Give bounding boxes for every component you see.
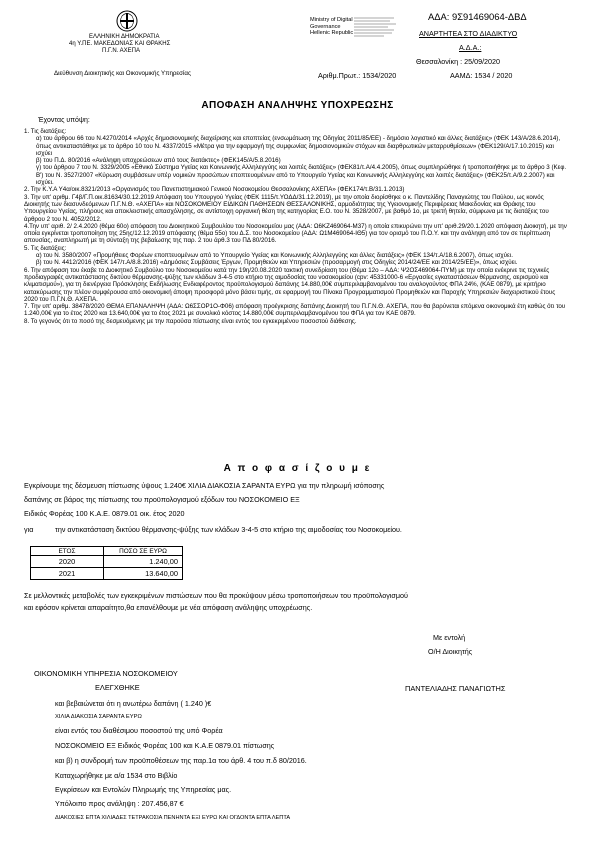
financial-line: Εγκρίσεων και Εντολών Πληρωμής της Υπηρεσίας μας. — [55, 785, 232, 794]
decision-line: Εγκρίνουμε της δέσμευση πίστωσης ύψους 1.240€ ΧΙΛΙΑ ΔΙΑΚΟΣΙΑ ΣΑΡΑΝΤΑ ΕΥΡΩ για την πληρωμή ισόποσης — [24, 481, 385, 490]
financial-service-title: ΟΙΚΟΝΟΜΙΚΗ ΥΠΗΡΕΣΙΑ ΝΟΣΟΚΟΜΕΙΟΥ — [34, 669, 178, 678]
consideration-item: β) του Ν. 4412/2016 (ΦΕΚ 147/τ.Α/8.8.2016) «Δημόσιες Συμβάσεις Έργων, Προμηθειών και Υπηρεσιών (προσαρμογή στις Οδηγίες 2014/24/ΕΕ και 2014/25/ΕΕ)», όπως ισχύει. — [36, 259, 518, 267]
consideration-item: β) του Π.Δ. 80/2016 «Ανάληψη υποχρεώσεων από τους διατάκτες» (ΦΕΚ145/Α/5.8.2016) — [36, 157, 281, 165]
financial-line: ΔΙΑΚΟΣΙΕΣ ΕΠΤΑ ΧΙΛΙΑΔΕΣ ΤΕΤΡΑΚΟΣΙΑ ΠΕΝΗΝΤΑ ΕΞΙ ΕΥΡΩ ΚΑΙ ΟΓΔΟΝΤΑ ΕΠΤΑ ΛΕΠΤΑ — [55, 815, 291, 821]
purpose-prefix: για — [24, 525, 34, 534]
consideration-item: 5. Τις διατάξεις: — [24, 244, 67, 252]
consideration-item: 4.Την υπ' αριθ. 2/ 2.4.2020 (θέμα 60ο) απόφαση του Διοικητικού Συμβουλίου του Νοσοκομείου μας (ΑΔΑ: Ω6ΚΖ469064-Μ37) η οποία επικυρώνει την υπ' αριθ.29/20.1.2020 απόφαση Διοικητή, με την οποία εγκρίνεται τροποποίηση της 25ης/12.12.2019 απόφασης (θέμα 55ο) του Δ.Σ. του Νοσοκομείου (ΑΔΑ: Ω1Μ469064-ΙΘ5) για τον ορισμό του Π.Ο.Υ. και την ανάληψη από τον σε περίπτωση απουσίας, αναπληρωτή με τη σύνταξη της βεβαίωσης της παρ. 2 του άρθ.3 του ΠΔ 80/2016. — [24, 222, 567, 245]
consideration-item: 2. Την Κ.Υ.Α Υ4α/οικ.8321/2013 «Οργανισμός του Πανεπιστημιακού Γενικού Νοσοκομείου Θεσσαλονίκης ΑΧΕΠΑ» (ΦΕΚ174/τ.Β/31.1.2013) — [24, 186, 405, 194]
having-regard: Έχοντας υπόψη: — [38, 117, 90, 124]
table-row — [31, 568, 183, 580]
stamp-line: Ministry of Digital — [310, 17, 353, 23]
signature-scribble — [354, 15, 398, 45]
future-changes-line: και εφόσον κρίνεται απαραίτητο,θα επανέλθουμε με νέα απόφαση ανάληψης υποχρέωσης. — [24, 603, 313, 612]
on-order: Με εντολή — [433, 633, 466, 642]
aamd-number: ΑΑΜΔ: 1534 / 2020 — [450, 71, 513, 80]
decide-heading: Α π ο φ α σ ί ζ ο υ μ ε — [223, 463, 372, 474]
coat-of-arms-icon — [116, 10, 138, 32]
page-title: ΑΠΟΦΑΣΗ ΑΝΑΛΗΨΗΣ ΥΠΟΧΡΕΩΣΗΣ — [201, 100, 394, 111]
consideration-item: 3. Την υπ' αριθμ. Γ4β/Γ.Π.οικ.81634/30.12.2019 Απόφαση του Υπουργού Υγείας (ΦΕΚ 1115/τ.ΥΟΔΔ/31.12.2019), με την οποία διορίσθηκε ο κ. Παντελίδης Παναγιώτης του Παύλου, ως κοινός Διοικητής των διασυνδεόμενων Π.Γ.Ν.Θ. «ΑΧΕΠΑ» και ΝΟΣΟΚΟΜΕΙΟΥ ΕΙΔΙΚΩΝ ΠΑΘΗΣΕΩΝ ΘΕΣΣΑΛΟΝΙΚΗΣ, αρμοδιότητας της Υγειονομικής Περιφέρειας Μακεδονίας και Θράκης του Υπουργείου Υγείας, πλήρους και αποκλειστικής απασχόλησης, σε αντίστοιχη οργανική θέση της κατηγορίας Ε.Ο. του Ν. 3528/2007, με βαθμό 1ο, με τριετή θητεία, σύμφωνα με τις διατάξεις του άρθρου 2 του Ν. 4052/2012. — [24, 193, 549, 223]
cell-amount: 1.240,00 — [104, 556, 183, 568]
financial-line: ΝΟΣΟΚΟΜΕΙΟ ΕΞ Ειδικός Φορέας 100 και Κ.Α.Ε 0879.01 πίστωσης — [55, 741, 275, 750]
posted-online: ΑΝΑΡΤΗΤΕΑ ΣΤΟ ΔΙΑΔΙΚΤΥΟ — [419, 29, 518, 38]
decision-line: Ειδικός Φορέας 100 Κ.Α.Ε. 0879.01 οικ. έτος 2020 — [24, 509, 185, 518]
considerations — [24, 128, 569, 325]
republic-line1: ΕΛΛΗΝΙΚΗ ΔΗΜΟΚΡΑΤΙΑ — [89, 34, 160, 40]
consideration-item: γ) του άρθρου 7 του Ν. 3329/2005 «Εθνικό Σύστημα Υγείας και Κοινωνικής Αλληλεγγύης και λοιπές διατάξεις» (ΦΕΚ81/τ.Α/4.4.2005), όπως συμπληρώθηκε ή τροποποιήθηκε με το άρθρο 3 (Κεφ. Β') του Ν. 3527/2007 «Κύρωση συμβάσεων υπέρ νομικών προσώπων εποπτευομένων από το Υπουργείο Υγείας και Κοινωνικής Αλληλεγγύης και λοιπές διατάξεις» (ΦΕΚ25/τ.Α/9.2.2007) και ισχύει. — [36, 164, 567, 187]
ada-label: Α.Δ.Α.: — [459, 43, 482, 52]
signatory-name: ΠΑΝΤΕΛΙΑΔΗΣ ΠΑΝΑΓΙΩΤΗΣ — [405, 684, 506, 693]
republic-line2: 4η Υ.ΠΕ. ΜΑΚΕΔΟΝΙΑΣ ΚΑΙ ΘΡΑΚΗΣ — [69, 41, 171, 47]
protocol-number: Αριθμ.Πρωτ.: 1534/2020 — [318, 71, 397, 80]
future-changes-line: Σε μελλοντικές μεταβολές των εγκεκριμένων πιστώσεων που θα προκύψουν μέσω τροποποιήσεων του προϋπολογισμού — [24, 591, 408, 600]
checked-label: ΕΛΕΓΧΘΗΚΕ — [95, 683, 140, 692]
header-year: ΕΤΟΣ — [31, 547, 104, 556]
financial-line: και β) η συνδρομή των προϋποθέσεων της παρ.1α του άρθ. 4 του π.δ 80/2016. — [55, 756, 307, 765]
ada-number: ΑΔΑ: 9Σ91469064-ΔΒΔ — [428, 11, 527, 22]
header-amount: ΠΟΣΟ ΣΕ ΕΥΡΩ — [104, 547, 183, 556]
financial-line: ΧΙΛΙΑ ΔΙΑΚΟΣΙΑ ΣΑΡΑΝΤΑ ΕΥΡΩ — [55, 714, 142, 720]
table-header-row — [31, 547, 183, 556]
place-date: Θεσσαλονίκη : 25/09/2020 — [416, 57, 501, 66]
financial-line: είναι εντός του διαθέσιμου ποσοστού της υπό Φορέα — [55, 726, 223, 735]
republic-line3: Π.Γ.Ν. ΑΧΕΠΑ — [102, 48, 140, 54]
cell-amount: 13.640,00 — [104, 568, 183, 580]
purpose-text: την αντικατάσταση δικτύου θέρμανσης-ψύξης των κλάδων 3-4-5 στο κτήριο της αιμοδοσίας του Νοσοκομείου. — [55, 525, 402, 534]
cell-year: 2021 — [31, 568, 104, 580]
financial-line: Καταχωρήθηκε με α/α 1534 στο Βιβλίο — [55, 771, 178, 780]
consideration-item: 6. Την απόφαση του έκαβε το Διοικητικό Συμβούλιο του Νοσοκομείου κατά την 19η/20.08.2020 τακτική συνεδρίαση του (Θέμα 12ο – ΑΔΑ: Ψ2ΟΣ469064-ΠΥΜ) με την οποία ενέκρινε τις τεχνικές προδιαγραφές αντικατάστασης δικτύου θέρμανσης-ψύξης των κλάδων 3-4-5 στο κτήριο της αιμοδοσίας του νοσοκομείου (cpv: 45331000-6 «Εργασίες εγκαταστάσεων θέρμανσης, αερισμού και κλιματισμού»), για τη διενέργεια Πρόσκλησης Εκδήλωσης Ενδιαφέροντος προϋπολογισμού δαπάνης 14.880,00€ συμπεριλαμβανομένου του αναλογούντος ΦΠΑ 24%, (ΚΑΕ 0879), με κριτήριο κατακύρωσης την πλέον συμφέρουσα από οικονομική άποψη προσφορά μόνο βάσει τιμής, σε εφαρμογή του Πίνακα Προγραμματισμού Προμηθειών και Παροχής Υπηρεσιών διαχειριστικού έτους 2020 του Π.Γ.Ν.Θ. ΑΧΕΠΑ. — [24, 266, 556, 303]
consideration-item: 1. Τις διατάξεις: — [24, 128, 67, 135]
signature-stamp — [310, 17, 398, 45]
financial-line: Υπόλοιπο προς ανάληψη : 207.456,87 € — [55, 799, 184, 808]
department-label: Διεύθυνση Διοικητικής και Οικονομικής Υπηρεσίας — [54, 70, 191, 77]
consideration-item: 7. Την υπ' αριθμ. 38478/2020 ΘΕΜΑ ΕΠΑΝΑΛΗΨΗ (ΑΔΑ: Ω6ΣΣΟΡ1Ο-Φ06) απόφαση προέγκρισης δαπάνης Διοικητή του Π.Γ.Ν.Θ. ΑΧΕΠΑ, που θα βαρύνεται επόμενα οικονομικά έτη καθώς ότι του 1.240,00€ για το έτος 2020 και 13.640,00€ για το έτος 2021 με συνολικό κόστος 14.880,00€ συμπεριλαμβανομένου του ΦΠΑ για τον ΚΑΕ 0879. — [24, 303, 566, 318]
financial-line: και βεβαιώνεται ότι η ανωτέρω δαπάνη ( 1.240 )€ — [55, 699, 212, 708]
signatory-role: Ο/Η Διοικητής — [428, 647, 473, 656]
stamp-line: Governance — [310, 23, 341, 30]
consideration-item: α) του Ν. 3580/2007 «Προμήθειες Φορέων εποπτευομένων από το Υπουργείο Υγείας και Κοινωνικής Αλληλεγγύης και άλλες διατάξεις» (ΦΕΚ 134/τ.Α/18.6.2007), όπως ισχύει. — [36, 252, 513, 260]
amounts-table — [30, 546, 183, 580]
consideration-item: 8. Το γεγονός ότι το ποσό της δεσμευόμενης με την παρούσα πίστωσης είναι εντός του εγκεκριμένου ποσοστού διάθεσης. — [24, 317, 357, 325]
stamp-line: Hellenic Republic — [310, 30, 354, 36]
decision-line: δαπάνης σε βάρος της πίστωσης του προϋπολογισμού εξόδων του ΝΟΣΟΚΟΜΕΙΟ ΕΞ — [24, 495, 300, 504]
consideration-item: α) του άρθρου 66 του Ν.4270/2014 «Αρχές δημοσιονομικής διαχείρισης και εποπτείας (ενσωμάτωση της Οδηγίας 2011/85/ΕΕ) - δημόσιο λογιστικό και άλλες διατάξεις» (ΦΕΚ 143/Α/28.6.2014), όπως αντικαταστάθηκε με το άρθρο 10 του Ν. 4337/2015 «Μέτρα για την εφαρμογή της συμφωνίας δημοσιονομικών στόχων και διαρθρωτικών μεταρρυθμίσεων» (ΦΕΚ129/Α/17.10.2015) και ισχύει — [36, 135, 561, 157]
cell-year: 2020 — [31, 556, 104, 568]
table-row — [31, 556, 183, 568]
